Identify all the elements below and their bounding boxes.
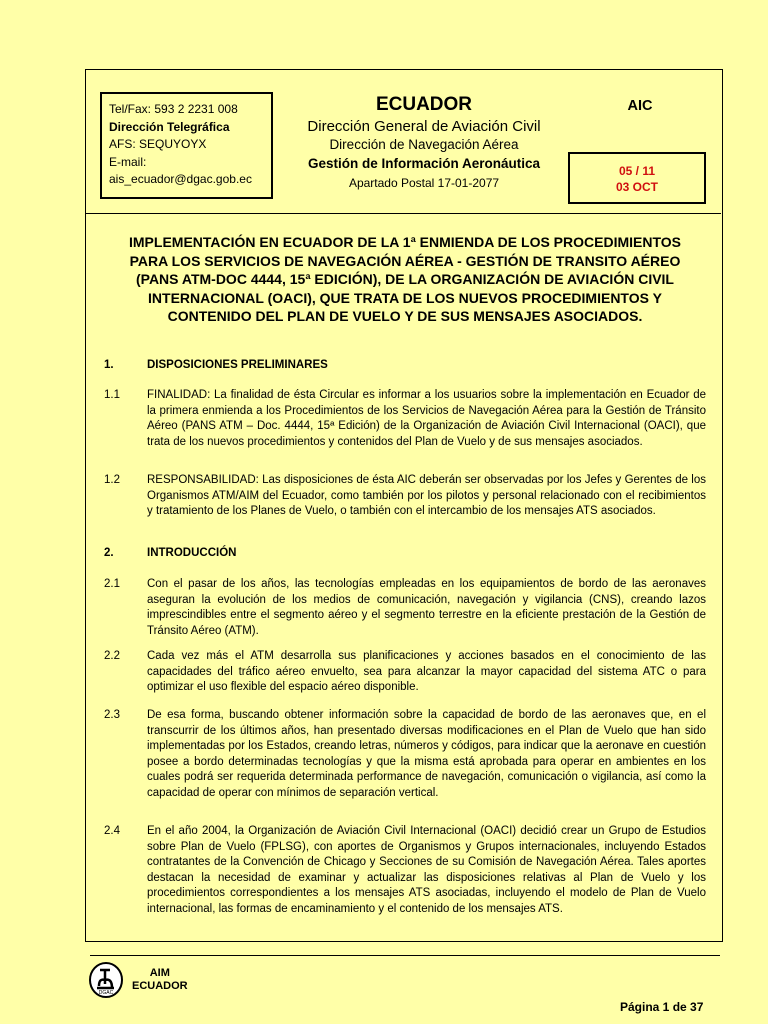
header-center (270, 93, 578, 193)
paragraph (104, 649, 706, 696)
aim-line1: AIM (149, 967, 170, 979)
svg-text:DGAC: DGAC (98, 990, 114, 996)
section-heading (104, 546, 706, 562)
section-text: INTRODUCCIÓN (147, 547, 237, 559)
section-number: 2. (104, 547, 114, 559)
section-text: RESPONSABILIDAD: Las disposiciones de ésta AIC deberán ser observadas por los Jefes y Gerentes de los Organismos ATM/AIM del Ecuador, como también por los pilotos y personal relacionado con el recibimientos y tratamiento de los Planes de Vuelo, o también con el intercambio de los mensajes ATS asociados. (147, 474, 706, 518)
dgac-logo-icon (88, 962, 124, 998)
section-text: Con el pasar de los años, las tecnologías empleadas en los equipamientos de bordo de las aeronaves aseguran la evolución de los medios de comunicación, navegación y vigilancia (CNS), creando lazos imprescindibles entre el segmento aéreo y el segmento terrestre en la eficiente prestación de la Gestión de Tránsito Aéreo (ATM). (147, 578, 706, 637)
telfax: Tel/Fax: 593 2 2231 008 (109, 102, 238, 116)
paragraph (104, 388, 706, 450)
section-number: 2.2 (104, 650, 120, 662)
section-text: FINALIDAD: La finalidad de ésta Circular es informar a los usuarios sobre la implementación en Ecuador de la primera enmienda a los Procedimientos de los Servicios de Navegación Aérea para la Gestión de Tránsito Aéreo (PANS ATM – Doc. 4444, 15ª Edición) de la Organización de Aviación Civil Internacional (OACI), que trata de los nuevos procedimientos y contenidos del Plan de Vuelo y de sus mensajes asociados. (147, 389, 706, 448)
page-number: Página 1 de 37 (620, 1000, 704, 1014)
aic-number: 05 / 11 (618, 164, 656, 178)
unit: Gestión de Información Aeronáutica (307, 156, 541, 171)
footer-divider (90, 955, 720, 956)
aic-number-box (568, 152, 706, 204)
section-text: De esa forma, buscando obtener información sobre la capacidad de bordo de las aeronaves que, en el transcurrir de los últimos años, han presentado diversas modificaciones en el Plan de Vuelo que han sido implementadas por los Estados, creando letras, números y códigos, para indicar que la aeronave en cuestión posee a bordo determinadas tecnologías y que la misma está aprobada para operar en ambientes en los cuales podrá ser requerida determinada performance de navegación, comunicación o vigilancia, así como la capacidad de operar con mínimos de separación vertical. (147, 709, 706, 799)
aim-line2: ECUADOR (132, 979, 188, 992)
section-number: 2.3 (104, 709, 120, 721)
agency: Dirección General de Aviación Civil (307, 118, 541, 135)
email-label: E-mail: (109, 154, 147, 169)
document-title: IMPLEMENTACIÓN EN ECUADOR DE LA 1ª ENMIENDA DE LOS PROCEDIMIENTOS PARA LOS SERVICIOS DE NAVEGACIÓN AÉREA - GESTIÓN DE TRANSITO AÉREO (PANS ATM-DOC 4444, 15ª EDICIÓN), DE LA ORGANIZACIÓN DE AVIACIÓN CIVIL INTERNACIONAL (OACI), QUE TRATA DE LOS NUEVOS PROCEDIMIENTOS Y CONTENIDO DEL PLAN DE VUELO Y DE SUS MENSAJES ASOCIADOS. (129, 234, 681, 325)
paragraph (104, 708, 706, 802)
postal: Apartado Postal 17-01-2077 (348, 176, 500, 190)
contact-box (100, 92, 273, 199)
section-text: Cada vez más el ATM desarrolla sus planificaciones y acciones basados en el conocimiento de las capacidades del tráfico aéreo envuelto, sea para alcanzar la mayor capacidad del sistema ATC o para optimizar el uso flexible del espacio aéreo disponible. (147, 650, 706, 694)
paragraph (104, 577, 706, 639)
section-number: 2.4 (104, 825, 120, 837)
section-number: 1.2 (104, 474, 120, 486)
section-text: DISPOSICIONES PRELIMINARES (147, 359, 328, 371)
aim-ecuador-label (132, 967, 188, 992)
aic-date: 03 OCT (615, 180, 658, 194)
directorate: Dirección de Navegación Aérea (329, 137, 519, 152)
section-number: 1.1 (104, 389, 120, 401)
afs: AFS: SEQUYOYX (109, 137, 207, 151)
section-text: En el año 2004, la Organización de Aviación Civil Internacional (OACI) decidió crear un Grupo de Estudios sobre Plan de Vuelo (FPLSG), con aportes de Organismos y Grupos internacionales, incluyendo Estados contratantes de la Convención de Chicago y Secciones de su Comisión de Navegación Aérea. Tales aportes destacan la necesidad de examinar y actualizar las disposiciones relativas al Plan de Vuelo y los procedimientos correspondientes a los mensajes ATS asociadas, incluyendo el modelo de Plan de Vuelo internacional, las formas de encaminamiento y el contenido de los mensajes ATS. (147, 825, 706, 915)
doc-type: AIC (627, 98, 653, 114)
section-number: 2.1 (104, 578, 120, 590)
paragraph (104, 473, 706, 520)
email: ais_ecuador@dgac.gob.ec (109, 172, 252, 186)
country: ECUADOR (375, 94, 473, 115)
section-heading (104, 358, 706, 374)
paragraph (104, 824, 706, 918)
telegraph-label: Dirección Telegráfica (109, 119, 230, 134)
section-number: 1. (104, 359, 114, 371)
